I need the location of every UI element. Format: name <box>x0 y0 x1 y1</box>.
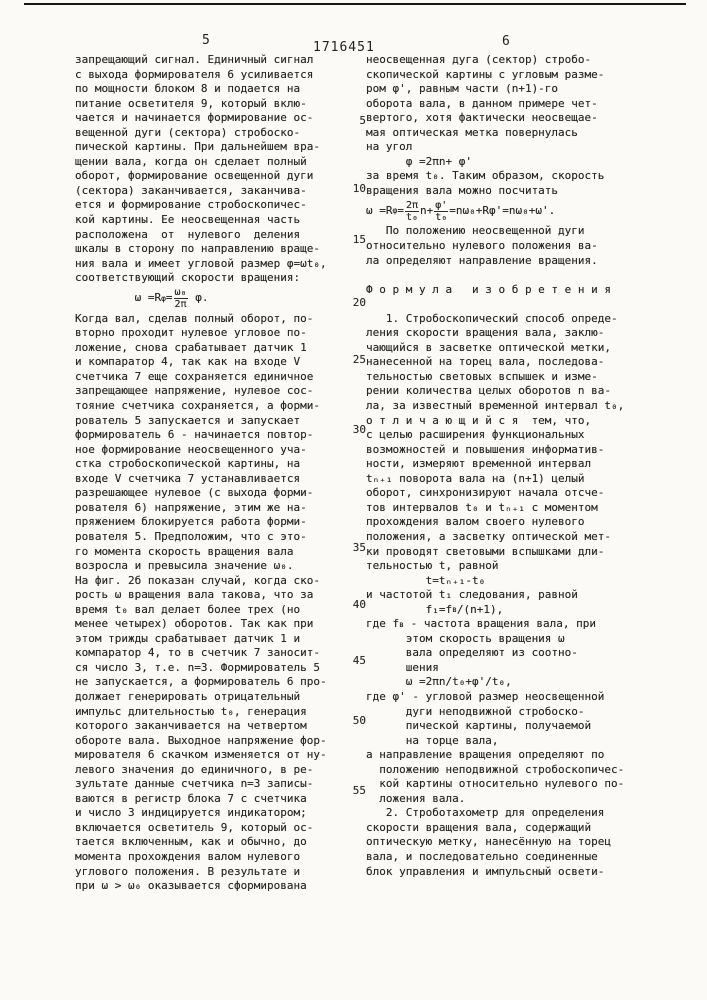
text-line: вращения вала можно посчитать <box>366 183 559 197</box>
text-line: компаратор 4, то в счетчик 7 заносит- <box>75 646 321 660</box>
text-line: рость ω вращения вала такова, что за <box>75 588 314 602</box>
text-line: На фиг. 2б показан случай, когда ско- <box>75 573 321 587</box>
text-line: и частотой t₁ следования, равной <box>366 588 578 602</box>
text-line: входе V счетчика 7 устанавливается <box>75 471 301 485</box>
line-number: 25 <box>352 353 366 366</box>
text-line: пряжением блокируется работа форми- <box>75 515 307 529</box>
text-line: тается включенным, как и обычно, до <box>75 835 307 849</box>
text-line: ния вала и имеет угловой размер φ=ωt₀, <box>75 256 327 270</box>
text-line: стка стробоскопической картины, на <box>75 457 301 471</box>
text-line: формирователь 6 - начинается повтор- <box>75 428 314 442</box>
text-line: шения <box>366 660 439 674</box>
patent-number: 1716451 <box>313 40 375 55</box>
text-line: рователя 6) напряжение, этим же на- <box>75 500 307 514</box>
text-line: 1. Стробоскопический способ опреде- <box>366 311 618 325</box>
text-line: о т л и ч а ю щ и й с я тем, что, <box>366 413 592 427</box>
text-line: ром φ', равным части (n+1)-го <box>366 82 559 96</box>
line-number: 35 <box>352 541 366 554</box>
line-number: 15 <box>352 233 366 246</box>
text-line: соответствующий скорости вращения: <box>75 271 301 285</box>
text-line: с целью расширения функциональных <box>366 428 585 442</box>
text-line: го момента скорость вращения вала <box>75 544 294 558</box>
text-line: ложения вала. <box>366 791 466 805</box>
text-line: Когда вал, сделав полный оборот, по- <box>75 311 314 325</box>
text-line: а направление вращения определяют по <box>366 748 605 762</box>
text-line <box>366 297 690 312</box>
text-line: скопической картины с угловым разме- <box>366 67 605 81</box>
text-line: тояние счетчика сохраняется, а форми- <box>75 399 321 413</box>
text-line: оптическую метку, нанесённую на торец <box>366 835 612 849</box>
text-line: оборот, формирование освещенной дуги <box>75 169 314 183</box>
text-line: и число 3 индицируется индикатором; <box>75 806 307 820</box>
text-line: момента прохождения валом нулевого <box>75 849 301 863</box>
line-number: 55 <box>352 784 366 797</box>
text-line: вертого, хотя фактически неосвещае- <box>366 111 598 125</box>
text-line: импульс длительностью t₀, генерация <box>75 704 307 718</box>
line-number: 20 <box>352 296 366 309</box>
text-line: ла, за известный временной интервал t₀, <box>366 399 625 413</box>
text-line: По положению неосвещенной дуги <box>366 224 585 238</box>
text-line: рователь 5 запускается и запускает <box>75 413 301 427</box>
text-line: положению неподвижной стробоскопичес- <box>366 762 625 776</box>
formula-line: f₁=f в /(n+1), <box>425 602 504 616</box>
text-line: прохождения валом своего нулевого <box>366 515 585 529</box>
formula-line: ω =R φ = $\frac{\text{ω₀}}{2\pi}$ φ. <box>134 287 209 311</box>
text-line: ваются в регистр блока 7 с счетчика <box>75 791 307 805</box>
text-line: Ф о р м у л а и з о б р е т е н и я <box>366 282 612 296</box>
text-line: должает генерировать отрицательный <box>75 689 301 703</box>
text-line: обороте вала. Выходное напряжение фор- <box>75 733 327 747</box>
text-line: вала определяют из соотно- <box>366 646 578 660</box>
text-line: и компаратор 4, так как на входе V <box>75 355 301 369</box>
line-number: 30 <box>352 423 366 436</box>
text-line: неосвещенная дуга (сектор) стробо- <box>366 53 592 66</box>
text-line: вещенной дуги (сектора) стробоско- <box>75 125 301 139</box>
left-page-number: 5 <box>202 33 211 48</box>
top-border-line <box>24 3 686 5</box>
text-line: нанесенной на торец вала, последова- <box>366 355 605 369</box>
text-line: (сектора) заканчивается, заканчива- <box>75 183 307 197</box>
text-line: возросла и превысила значение ω₀. <box>75 559 294 573</box>
formula-line: где f в - частота вращения вала, при <box>366 617 597 631</box>
text-line: питание осветителя 9, который вклю- <box>75 96 307 110</box>
text-line: пической картины, получаемой <box>366 719 592 733</box>
text-line: за время t₀. Таким образом, скорость <box>366 169 605 183</box>
text-line: вторно проходит нулевое угловое по- <box>75 326 307 340</box>
text-line: tₙ₊₁ поворота вала на (n+1) целый <box>366 471 585 485</box>
text-line: на торце вала, <box>366 733 499 747</box>
right-page-number: 6 <box>502 34 511 49</box>
text-line: ла определяют направление вращения. <box>366 253 598 267</box>
text-line: которого заканчивается на четвертом <box>75 719 307 733</box>
text-line: скорости вращения вала, содержащий <box>366 820 592 834</box>
text-line: вала, и последовательно соединенные <box>366 849 598 863</box>
text-line: пической картины. При дальнейшем вра- <box>75 140 321 154</box>
text-line: запрещающее напряжение, нулевое сос- <box>75 384 314 398</box>
text-line: ки проводят световыми вспышками дли- <box>366 544 605 558</box>
text-line: 2. Строботахометр для определения <box>366 806 605 820</box>
text-line: тельностью световых вспышек и изме- <box>366 369 598 383</box>
text-line: при ω > ω₀ оказывается сформирована <box>75 879 307 893</box>
text-line: возможностей и повышения информатив- <box>366 442 605 456</box>
text-line: щении вала, когда он сделает полный <box>75 154 307 168</box>
text-line: φ =2πn+ φ' <box>366 154 472 168</box>
text-line: счетчика 7 еще сохраняется единичное <box>75 369 314 383</box>
text-line: тов интервалов t₀ и tₙ₊₁ с моментом <box>366 500 598 514</box>
text-line: ω =2πn/t₀+φ'/t₀, <box>366 675 512 689</box>
text-line: тельностью t, равной <box>366 559 499 573</box>
line-number: 5 <box>359 114 366 127</box>
text-line: положения, а засветку оптической мет- <box>366 529 612 543</box>
text-line: ное формирование неосвещенного уча- <box>75 442 307 456</box>
right-text-column <box>366 53 690 879</box>
text-line: время t₀ вал делает более трех (но <box>75 602 301 616</box>
text-line: левого значения до единичного, в ре- <box>75 762 314 776</box>
text-line: ется и формирование стробоскопичес- <box>75 198 307 212</box>
text-line: чается и начинается формирование ос- <box>75 111 314 125</box>
text-line: оборот, синхронизируют начала отсче- <box>366 486 605 500</box>
line-number: 10 <box>352 182 366 195</box>
text-line: мая оптическая метка повернулась <box>366 125 578 139</box>
text-line: мирователя 6 скачком изменяется от ну- <box>75 748 327 762</box>
text-line: дуги неподвижной стробоско- <box>366 704 585 718</box>
text-line: кой картины. Ее неосвещенная часть <box>75 213 301 227</box>
text-line: t=tₙ₊₁-t₀ <box>366 573 486 587</box>
line-number: 50 <box>352 714 366 727</box>
text-line: по мощности блоком 8 и подается на <box>75 82 301 96</box>
text-line: менее четырех) оборотов. Так как при <box>75 617 314 631</box>
text-line: кой картины относительно нулевого по- <box>366 777 625 791</box>
text-line: ложение, снова срабатывает датчик 1 <box>75 340 307 354</box>
text-line: разрешающее нулевое (с выхода форми- <box>75 486 314 500</box>
text-line: углового положения. В результате и <box>75 864 301 878</box>
text-line: включается осветитель 9, который ос- <box>75 820 314 834</box>
text-line: рении количества целых оборотов n ва- <box>366 384 612 398</box>
text-line: ся число 3, т.е. n=3. Формирователь 5 <box>75 660 321 674</box>
text-line: ления скорости вращения вала, заклю- <box>366 326 605 340</box>
text-line: этом трижды срабатывает датчик 1 и <box>75 631 301 645</box>
text-line: не запускается, а формирователь 6 про- <box>75 675 327 689</box>
text-line: ности, измеряют временной интервал <box>366 457 592 471</box>
text-line: блок управления и импульсный освети- <box>366 864 605 878</box>
text-line: зультате данные счетчика n=3 записы- <box>75 777 314 791</box>
text-line: рователя 5. Предположим, что с это- <box>75 529 307 543</box>
formula-line: ω =R φ = $\frac{2\pi}{\text{t₀}}$ n+ $\frac{\varphi'}{\text{t₀}}$ =nω₀+Rφ'=nω₀+ω'. <box>366 199 556 223</box>
text-line: расположена от нулевого деления <box>75 227 301 241</box>
text-line: где φ' - угловой размер неосвещенной <box>366 689 605 703</box>
text-line: этом скорость вращения ω <box>366 631 565 645</box>
text-line: относительно нулевого положения ва- <box>366 239 598 253</box>
line-number: 45 <box>352 654 366 667</box>
text-line: оборота вала, в данном примере чет- <box>366 96 598 110</box>
text-line <box>366 268 690 283</box>
text-line: с выхода формирователя 6 усиливается <box>75 67 314 81</box>
text-line: чающийся в засветке оптической метки, <box>366 340 612 354</box>
left-text-column <box>75 53 351 894</box>
text-line: на угол <box>366 140 413 154</box>
line-number: 40 <box>352 598 366 611</box>
text-line: шкалы в сторону по направлению враще- <box>75 242 321 256</box>
text-line: запрещающий сигнал. Единичный сигнал <box>75 53 314 66</box>
